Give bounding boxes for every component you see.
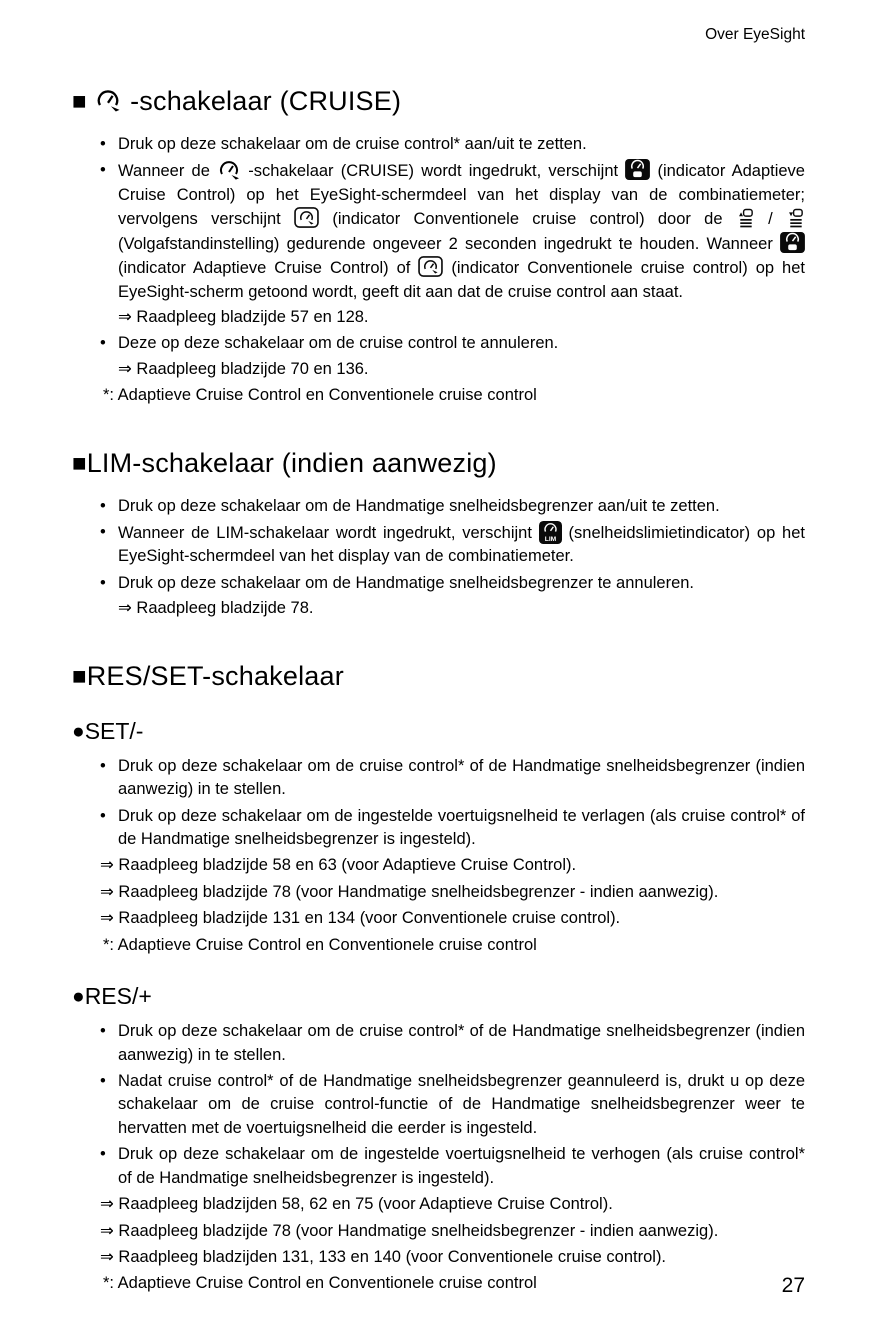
bullet-item: [100, 1020, 805, 1067]
bullet-text: (indicator Adaptieve Cruise Control) of: [118, 259, 411, 278]
page-reference: ⇒ Raadpleeg bladzijde 78 (voor Handmatige snelheidsbegrenzer - indien aanwezig).: [100, 882, 719, 901]
page-reference: ⇒ Raadpleeg bladzijde 70 en 136.: [118, 359, 369, 378]
bullet-text: /: [768, 210, 773, 229]
section-title-text: RES/SET-schakelaar: [86, 660, 344, 691]
page-number: 27: [781, 1273, 805, 1297]
following-distance-increase-icon: [736, 208, 755, 229]
bullet-text: Nadat cruise control* of de Handmatige snelheidsbegrenzer geannuleerd is, drukt u op deze schakelaar om de cruise control-functie of de Handmatige snelheidsbegrenzer weer te hervatten met de voertuigsnelheid die eerder is ingesteld.: [118, 1071, 805, 1137]
page-reference: ⇒ Raadpleeg bladzijde 57 en 128.: [118, 307, 369, 326]
subsection-dot-marker: ●: [72, 719, 85, 743]
set-references: [100, 854, 805, 930]
bullet-marker: •: [100, 523, 106, 542]
bullet-item: [100, 159, 805, 329]
bullet-text: (indicator Conventionele cruise control) door de: [332, 210, 723, 229]
following-distance-decrease-icon: [786, 208, 805, 229]
bullet-text: Wanneer de LIM-schakelaar wordt ingedrukt, verschijnt: [118, 524, 532, 543]
bullet-marker: •: [100, 1022, 106, 1041]
conventional-cruise-control-indicator-icon: [418, 256, 443, 277]
running-header: [72, 26, 805, 44]
bullet-text: Wanneer de: [118, 162, 210, 181]
bullet-marker: •: [100, 1071, 106, 1090]
conventional-cruise-control-indicator-icon: [294, 207, 319, 228]
section-square-marker: ■: [72, 449, 87, 477]
cruise-switch-icon: [217, 160, 241, 180]
chapter-title: Over EyeSight: [705, 26, 805, 43]
bullet-item: [100, 332, 805, 381]
bullet-item: [100, 755, 805, 802]
bullet-marker: •: [100, 756, 106, 775]
bullet-marker: •: [100, 1145, 106, 1164]
adaptive-cruise-control-indicator-icon: [625, 159, 650, 180]
footnote: *: Adaptieve Cruise Control en Conventionele cruise control: [103, 1274, 537, 1293]
set-bullet-list: [100, 755, 805, 852]
bullet-marker: •: [100, 161, 106, 180]
bullet-marker: •: [100, 135, 106, 153]
cruise-switch-icon: [94, 89, 122, 112]
section-title-res-set: [72, 661, 805, 692]
bullet-text: Deze op deze schakelaar om de cruise control te annuleren.: [118, 334, 559, 353]
bullet-text: (indicator Adaptieve Cruise Control) op het EyeSight-schermdeel van het display van de combinatiemeter; vervolgens verschijnt: [118, 162, 805, 229]
lim-bullet-list: [100, 495, 805, 621]
bullet-text: Druk op deze schakelaar om de ingestelde voertuigsnelheid te verlagen (als cruise control* of de Handmatige snelheidsbegrenzer is ingesteld).: [118, 806, 805, 849]
subsection-dot-marker: ●: [72, 985, 85, 1009]
footnote: *: Adaptieve Cruise Control en Conventionele cruise control: [103, 935, 537, 954]
bullet-text: (indicator Conventionele cruise control) op het EyeSight-scherm getoond wordt, geeft dit aan dat de cruise control aan staat.: [118, 259, 805, 301]
subsection-title-set: [72, 718, 805, 745]
speed-limit-indicator-icon: [539, 521, 562, 544]
bullet-item: [100, 1070, 805, 1140]
bullet-text: Druk op deze schakelaar om de cruise control* aan/uit te zetten.: [118, 135, 587, 153]
page-reference: ⇒ Raadpleeg bladzijde 78 (voor Handmatige snelheidsbegrenzer - indien aanwezig).: [100, 1221, 719, 1240]
subsection-title-text: RES/+: [84, 983, 152, 1010]
section-title-lim: [72, 448, 805, 479]
bullet-text: Druk op deze schakelaar om de Handmatige snelheidsbegrenzer te annuleren.: [118, 573, 695, 592]
bullet-item: [100, 133, 805, 156]
bullet-text: Druk op deze schakelaar om de Handmatige snelheidsbegrenzer aan/uit te zetten.: [118, 496, 720, 515]
section-title-text: LIM-schakelaar (indien aanwezig): [86, 447, 497, 478]
section-title-cruise: [72, 86, 805, 117]
bullet-item: [100, 1143, 805, 1190]
res-bullet-list: [100, 1020, 805, 1190]
cruise-bullet-list: [100, 133, 805, 381]
subsection-title-res: [72, 983, 805, 1010]
page-reference: ⇒ Raadpleeg bladzijden 131, 133 en 140 (voor Conventionele cruise control).: [100, 1247, 667, 1266]
page-reference: ⇒ Raadpleeg bladzijde 78.: [118, 599, 314, 618]
res-references: [100, 1193, 805, 1269]
bullet-marker: •: [100, 806, 106, 825]
bullet-text: (Volgafstandinstelling) gedurende ongeveer 2 seconden ingedrukt te houden. Wanneer: [118, 234, 773, 253]
page-reference: ⇒ Raadpleeg bladzijde 131 en 134 (voor Conventionele cruise control).: [100, 909, 621, 928]
footnote: *: Adaptieve Cruise Control en Conventionele cruise control: [103, 386, 537, 405]
bullet-text: Druk op deze schakelaar om de cruise control* of de Handmatige snelheidsbegrenzer (indien aanwezig) in te stellen.: [118, 1022, 805, 1064]
subsection-title-text: SET/-: [84, 717, 144, 744]
bullet-marker: •: [100, 334, 106, 353]
adaptive-cruise-control-indicator-icon: [780, 232, 805, 253]
section-square-marker: ■: [72, 662, 87, 690]
bullet-text: Druk op deze schakelaar om de cruise control* of de Handmatige snelheidsbegrenzer (indien aanwezig) in te stellen.: [118, 756, 805, 799]
bullet-item: [100, 805, 805, 852]
bullet-text: (snelheidslimietindicator) op het EyeSight-schermdeel van het display van de combinatiemeter.: [118, 524, 805, 566]
bullet-item: [100, 495, 805, 518]
bullet-marker: •: [100, 496, 106, 515]
section-title-text: -schakelaar (CRUISE): [130, 86, 402, 116]
bullet-marker: •: [100, 573, 106, 592]
bullet-text: Druk op deze schakelaar om de ingestelde voertuigsnelheid te verhogen (als cruise control* of de Handmatige snelheidsbegrenzer is ingesteld).: [118, 1145, 805, 1187]
bullet-item: [100, 521, 805, 569]
bullet-item: [100, 572, 805, 621]
bullet-text: -schakelaar (CRUISE) wordt ingedrukt, verschijnt: [248, 162, 619, 181]
page-reference: ⇒ Raadpleeg bladzijden 58, 62 en 75 (voor Adaptieve Cruise Control).: [100, 1195, 613, 1214]
page-reference: ⇒ Raadpleeg bladzijde 58 en 63 (voor Adaptieve Cruise Control).: [100, 856, 577, 875]
section-square-marker: ■: [72, 88, 87, 115]
